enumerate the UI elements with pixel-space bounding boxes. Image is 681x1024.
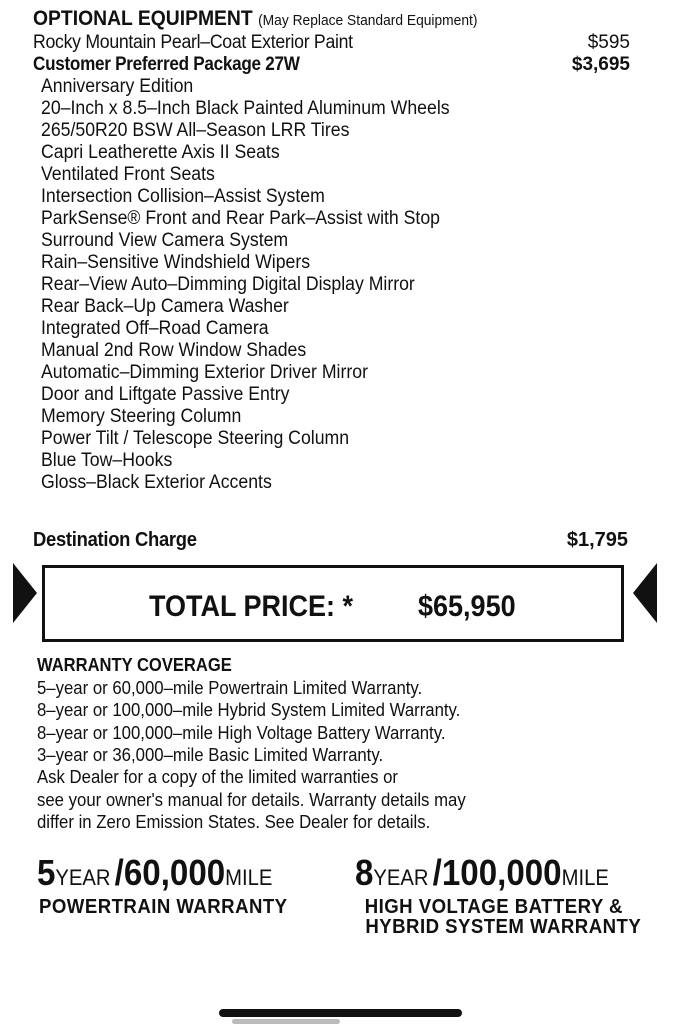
warranty-line: 3–year or 36,000–mile Basic Limited Warranty. (37, 744, 384, 765)
package-item: Memory Steering Column (41, 406, 242, 427)
home-indicator[interactable] (219, 1009, 462, 1017)
package-item: Capri Leatherette Axis II Seats (41, 142, 280, 163)
warranty-line: Ask Dealer for a copy of the limited warranties or (37, 767, 398, 788)
package-item: 265/50R20 BSW All–Season LRR Tires (41, 120, 350, 141)
package-item: Rain–Sensitive Windshield Wipers (41, 252, 311, 273)
paint-line-price: $595 (587, 32, 630, 53)
badge-miles-unit: MILE (561, 865, 609, 890)
package-items-list (41, 76, 601, 496)
badge-miles-number: 100,000 (441, 852, 562, 893)
package-item: Ventilated Front Seats (41, 164, 215, 185)
section-title: OPTIONAL EQUIPMENT (33, 7, 253, 30)
total-price-value: $65,950 (418, 590, 516, 623)
warranty-line: see your owner's manual for details. Warranty details may (37, 789, 466, 810)
badge-headline (355, 852, 631, 894)
package-item: Intersection Collision–Assist System (41, 186, 325, 207)
warranty-title: WARRANTY COVERAGE (37, 655, 232, 675)
badge-miles-unit: MILE (225, 865, 273, 890)
package-line-price: $3,695 (571, 54, 630, 75)
destination-label: Destination Charge (33, 529, 197, 551)
total-price-box (42, 565, 624, 642)
package-item: Rear–View Auto–Dimming Digital Display Mirror (41, 274, 415, 295)
destination-price: $1,795 (566, 529, 628, 551)
warranty-line: 8–year or 100,000–mile Hybrid System Limited Warranty. (37, 700, 461, 721)
warranty-line: differ in Zero Emission States. See Dealer for details. (37, 811, 431, 832)
total-price-label: TOTAL PRICE: * (149, 590, 354, 623)
package-item: ParkSense® Front and Rear Park–Assist with Stop (41, 208, 440, 229)
warranty-line: 5–year or 60,000–mile Powertrain Limited Warranty. (37, 678, 423, 698)
package-item: Rear Back–Up Camera Washer (41, 296, 289, 317)
package-item: Door and Liftgate Passive Entry (41, 384, 290, 405)
package-item: Gloss–Black Exterior Accents (41, 472, 272, 493)
powertrain-warranty-badge (37, 852, 297, 922)
package-item: Integrated Off–Road Camera (41, 318, 269, 339)
badge-headline (37, 852, 293, 894)
badge-slash: / (432, 852, 442, 893)
battery-hybrid-warranty-badge (355, 852, 645, 942)
package-item: Automatic–Dimming Exterior Driver Mirror (41, 362, 368, 383)
package-line-label: Customer Preferred Package 27W (33, 54, 300, 75)
package-item: Surround View Camera System (41, 230, 289, 251)
package-item: Blue Tow–Hooks (41, 450, 173, 471)
right-arrow-marker (633, 563, 657, 623)
section-note: (May Replace Standard Equipment) (258, 12, 478, 29)
badge-subtitle-line-2: HYBRID SYSTEM WARRANTY (365, 916, 642, 938)
package-item: Manual 2nd Row Window Shades (41, 340, 307, 361)
badge-years-unit: YEAR (373, 865, 429, 890)
package-item: Anniversary Edition (41, 76, 194, 97)
paint-line-label: Rocky Mountain Pearl–Coat Exterior Paint (33, 32, 353, 53)
badge-years-unit: YEAR (55, 865, 111, 890)
left-arrow-marker (13, 563, 37, 623)
package-item: 20–Inch x 8.5–Inch Black Painted Aluminum Wheels (41, 98, 450, 119)
badge-subtitle-line-1: HIGH VOLTAGE BATTERY & (364, 896, 623, 918)
optional-equipment-header (33, 7, 516, 31)
badge-years-number: 5 (37, 852, 56, 893)
warranty-lines (37, 678, 577, 838)
home-indicator-shadow (232, 1019, 340, 1024)
package-item: Power Tilt / Telescope Steering Column (41, 428, 350, 449)
badge-subtitle: POWERTRAIN WARRANTY (39, 896, 288, 918)
warranty-line: 8–year or 100,000–mile High Voltage Battery Warranty. (37, 722, 446, 743)
badge-miles-number: 60,000 (123, 852, 226, 893)
badge-years-number: 8 (355, 852, 374, 893)
badge-slash: / (114, 852, 124, 893)
